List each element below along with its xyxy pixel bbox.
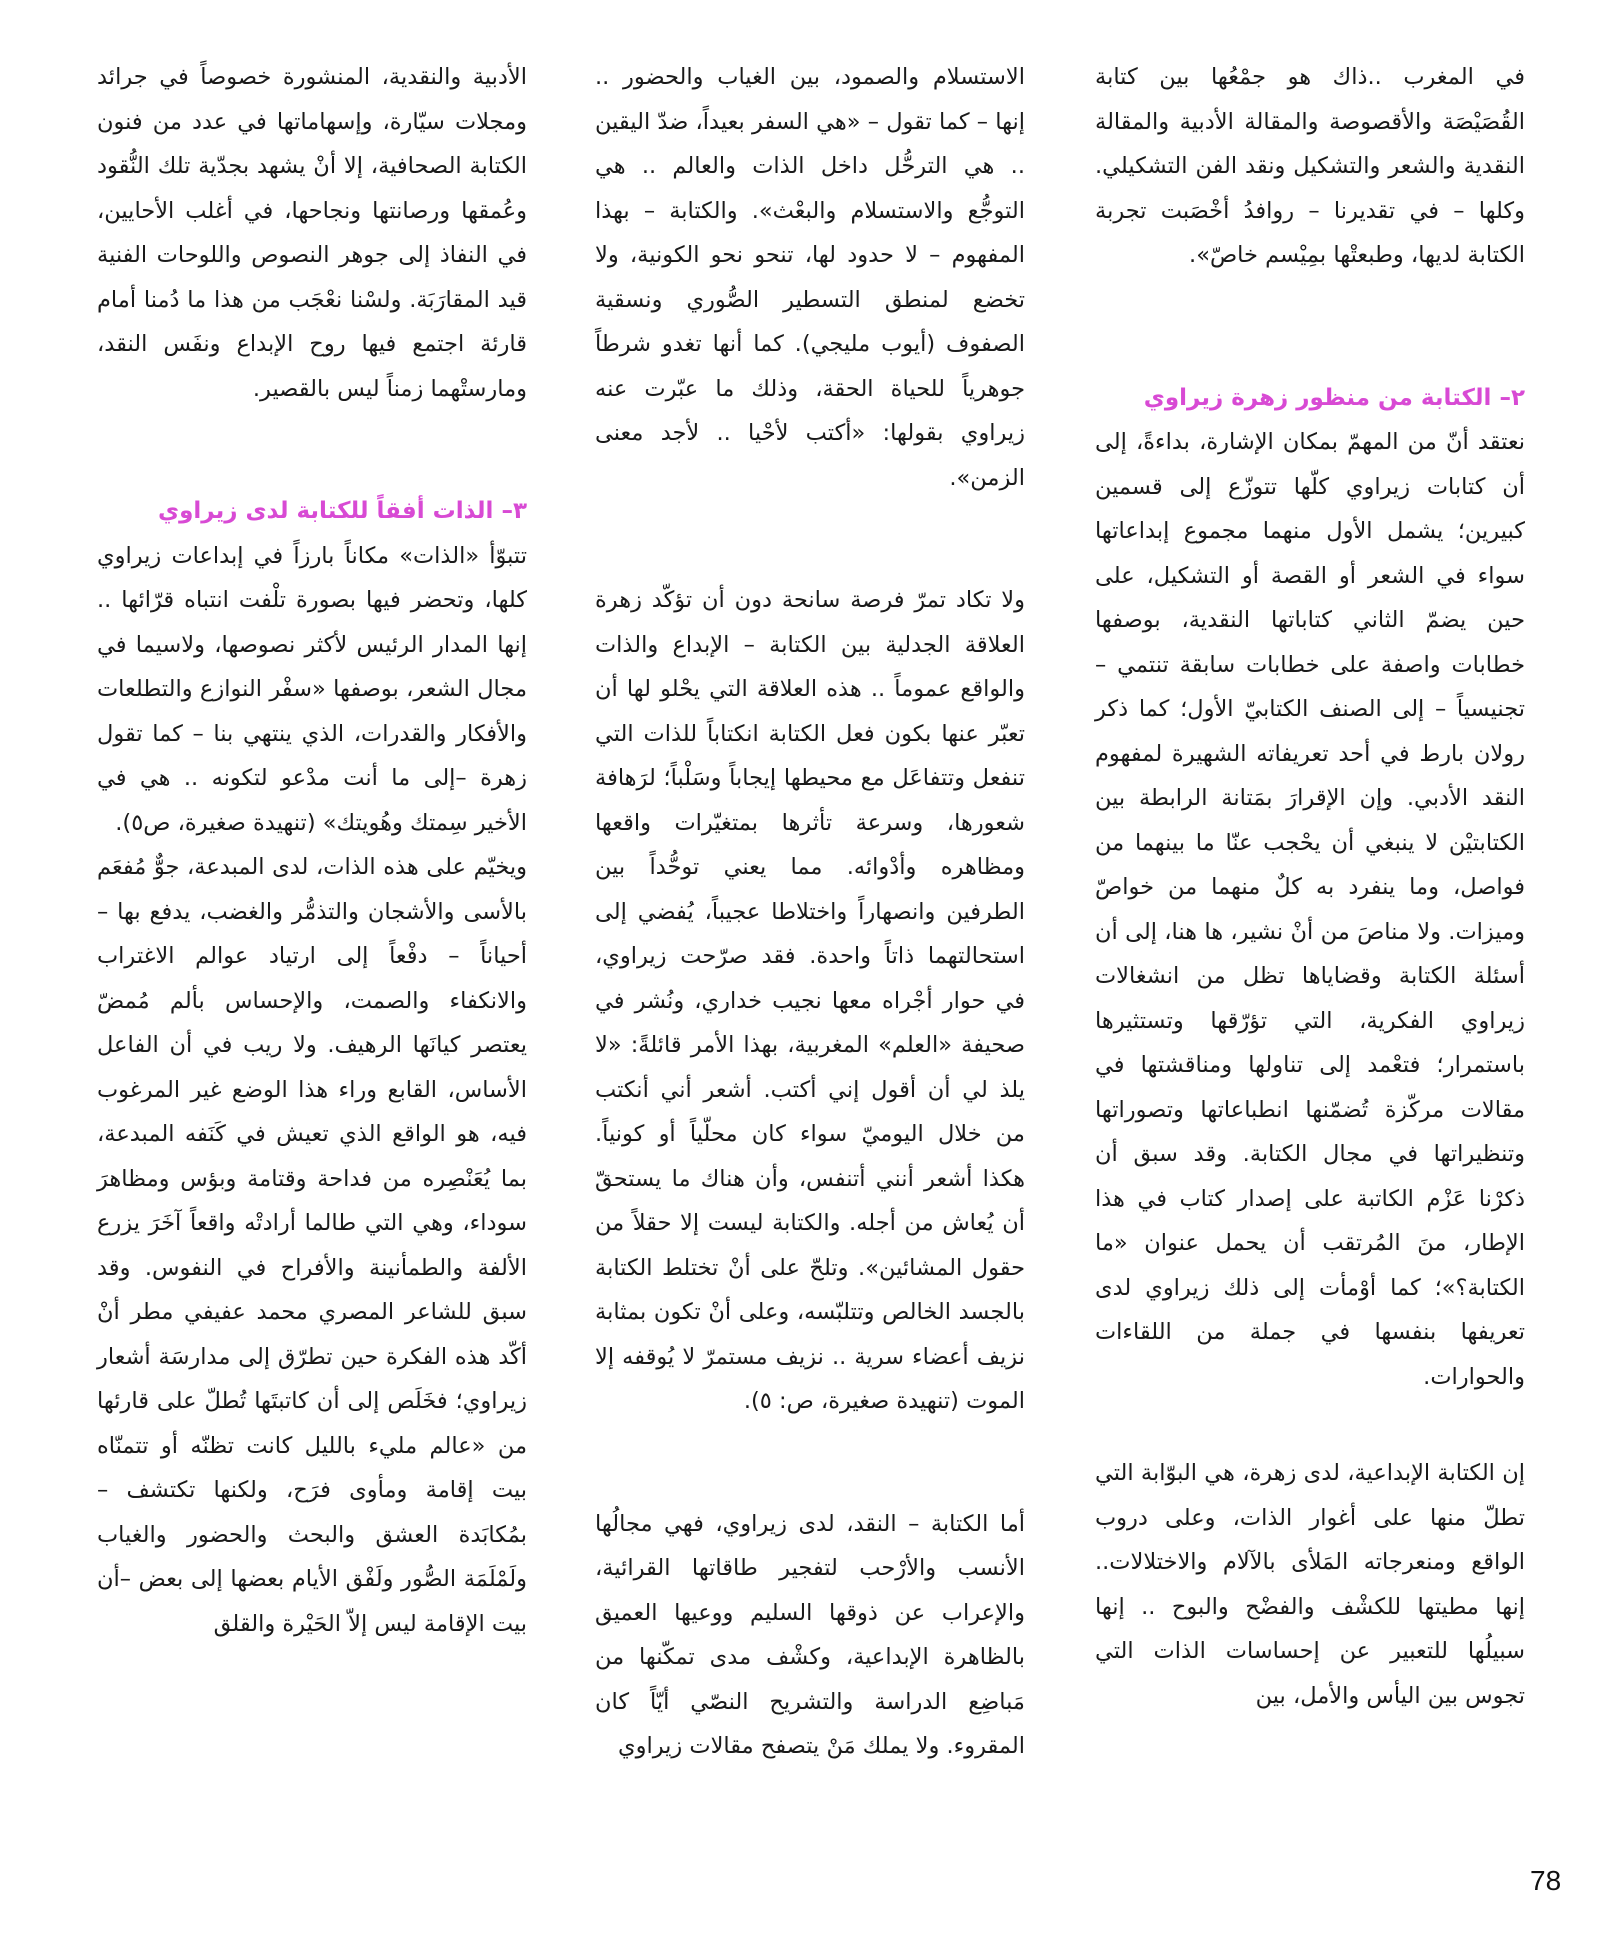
paragraph: إن الكتابة الإبداعية، لدى زهرة، هي البوّابة التي تطلّ منها على أغوار الذات، وعلى دروب الواقع ومنعرجاته المَلأى بالآلام والاختلالات.. إنها مطيتها للكشْف والفضْح والبوح .. إنها سبيلُها للتعبير عن إحساسات الذات التي تجوس بين اليأس والأمل، بين: [1095, 1460, 1525, 1709]
spacer: [1095, 278, 1525, 376]
paragraph: الأدبية والنقدية، المنشورة خصوصاً في جرائد ومجلات سيّارة، وإسهاماتها في عدد من فنون الكتابة الصحافية، إلا أنْ يشهد بجدّية تلك النُّقود وعُمقها ورصانتها ونجاحها، في أغلب الأحايين، في النفاذ إلى جوهر النصوص واللوحات الفنية قيد المقارَبَة. ولسْنا نعْجَب من هذا ما دُمنا أمام قارئة اجتمع فيها روح الإبداع ونفَس النقد، ومارستْهما زمناً ليس بالقصير.: [97, 64, 527, 402]
left-column: [97, 55, 527, 1646]
paragraph: تتبوّأ «الذات» مكاناً بارزاً في إبداعات زيراوي كلها، وتحضر فيها بصورة تلْفت انتباه قرّائها .. إنها المدار الرئيس لأكثر نصوصها، ولاسيما في مجال الشعر، بوصفها «سفْر النوازع والتطلعات والأفكار والقدرات، الذي ينتهي بنا – كما تقول زهرة –إلى ما أنت مدْعو لتكونه .. هي في الأخير سِمتك وهُويتك» (تنهيدة صغيرة، ص٥).: [97, 542, 527, 836]
section-heading-2: ٢– الكتابة من منظور زهرة زيراوي: [1143, 384, 1525, 411]
spacer: [97, 411, 527, 489]
page-number: 78: [1530, 1865, 1562, 1896]
spacer: [1095, 1399, 1525, 1451]
paragraph: ويخيّم على هذه الذات، لدى المبدعة، جوٌّ مُفعَم بالأسى والأشجان والتذمُّر والغضب، يدفع بها – أحياناً – دفْعاً إلى ارتياد عوالم الاغتراب والانكفاء والصمت، والإحساس بألم مُمضّ يعتصر كيانَها الرهيف. ولا ريب في أن الفاعل الأساس، القابع وراء هذا الوضع غير المرغوب فيه، هو الواقع الذي تعيش في كَنَفه المبدعة، بما يُعَنْصِره من فداحة وقتامة وبؤس ومظاهرَ سوداء، وهي التي طالما أرادتْه واقعاً آخَرَ يزرع الألفة والطمأنينة والأفراح في النفوس. وقد سبق للشاعر المصري محمد عفيفي مطر أنْ أكّد هذه الفكرة حين تطرّق إلى مدارسَة أشعار زيراوي؛ فخَلَص إلى أن كاتبتَها تُطلّ على قارئها من «عالم مليء بالليل كانت تظنّه أو تتمنّاه بيت إقامة ومأوى فرَح، ولكنها تكتشف – بمُكابَدة العشق والبحث والحضور والغياب ولَمْلَمَة الصُّور ولَفْق الأيام بعضها إلى بعض –أن بيت الإقامة ليس إلاّ الحَيْرة والقلق: [97, 854, 527, 1637]
paragraph: نعتقد أنّ من المهمّ بمكان الإشارة، بداءةً، إلى أن كتابات زيراوي كلّها تتوزّع إلى قسمين كبيرين؛ يشمل الأول منهما مجموع إبداعاتها سواء في الشعر أو القصة أو التشكيل، على حين يضمّ الثاني كتاباتها النقدية، بوصفها خطابات واصفة على خطابات سابقة تنتمي – تجنيسياً – إلى الصنف الكتابيّ الأول؛ كما ذكر رولان بارط في أحد تعريفاته الشهيرة لمفهوم النقد الأدبي. وإن الإقرارَ بمَتانة الرابطة بين الكتابتيْن لا ينبغي أن يحْجب عنّا ما بينهما من فواصل، وما ينفرد به كلٌ منهما من خواصّ وميزات. ولا مناصَ من أنْ نشير، ها هنا، إلى أن أسئلة الكتابة وقضاياها تظل من انشغالات زيراوي الفكرية، التي تؤرّقها وتستثيرها باستمرار؛ فتعْمد إلى تناولها ومناقشتها في مقالات مركّزة تُضمّنها انطباعاتها وتصوراتها وتنظيراتها في مجال الكتابة. وقد سبق أن ذكرْنا عَزْم الكاتبة على إصدار كتاب في هذا الإطار، منَ المُرتقب أن يحمل عنوان «ما الكتابة؟»؛ كما أوْمأت إلى ذلك زيراوي لدى تعريفها بنفسها في جملة من اللقاءات والحوارات.: [1095, 429, 1525, 1390]
spacer: [595, 500, 1025, 578]
spacer: [595, 1424, 1025, 1502]
paragraph: ولا تكاد تمرّ فرصة سانحة دون أن تؤكّد زهرة العلاقة الجدلية بين الكتابة – الإبداع والذات والواقع عموماً .. هذه العلاقة التي يحْلو لها أن تعبّر عنها بكون فعل الكتابة انكتاباً للذات التي تنفعل وتتفاعَل مع محيطها إيجاباً وسَلْباً؛ لرَهافة شعورها، وسرعة تأثرها بمتغيّرات واقعها ومظاهره وأدْوائه. مما يعني توحُّداً بين الطرفين وانصهاراً واختلاطا عجيباً، يُفضي إلى استحالتهما ذاتاً واحدة. فقد صرّحت زيراوي، في حوار أجْراه معها نجيب خداري، ونُشر في صحيفة «العلم» المغربية، بهذا الأمر قائلةً: «لا يلذ لي أن أقول إني أكتب. أشعر أني أنكتب من خلال اليوميّ سواء كان محلّياً أو كونياً. هكذا أشعر أنني أتنفس، وأن هناك ما يستحقّ أن يُعاش من أجله. والكتابة ليست إلا حقلاً من حقول المشائين». وتلحّ على أنْ تختلط الكتابة بالجسد الخالص وتتلبّسه، وعلى أنْ تكون بمثابة نزيف أعضاء سرية .. نزيف مستمرّ لا يُوقفه إلا الموت (تنهيدة صغيرة، ص: ٥).: [595, 587, 1025, 1414]
paragraph: أما الكتابة – النقد، لدى زيراوي، فهي مجالُها الأنسب والأرْحب لتفجير طاقاتها القرائية، والإعراب عن ذوقها السليم ووعيها العميق بالظاهرة الإبداعية، وكشْف مدى تمكّنها من مَباضِع الدراسة والتشريح النصّي أيّاً كان المقروء. ولا يملك مَنْ يتصفح مقالات زيراوي: [595, 1510, 1025, 1759]
middle-column: [595, 55, 1025, 1769]
right-column: [1095, 55, 1525, 1718]
paragraph: الاستسلام والصمود، بين الغياب والحضور .. إنها – كما تقول – «هي السفر بعيداً، ضدّ اليقين .. هي الترحُّل داخل الذات والعالم .. هي التوجُّع والاستسلام والبعْث». والكتابة – بهذا المفهوم – لا حدود لها، تنحو نحو الكونية، ولا تخضع لمنطق التسطير الصُّوري ونسقية الصفوف (أيوب مليجي). كما أنها تغدو شرطاً جوهرياً للحياة الحقة، وذلك ما عبّرت عنه زيراوي بقولها: «أكتب لأحْيا .. لأجد معنى الزمن».: [595, 64, 1025, 491]
paragraph: في المغرب ..ذاك هو جمْعُها بين كتابة القُصَيْصَة والأقصوصة والمقالة الأدبية والمقالة النقدية والشعر والتشكيل ونقد الفن التشكيلي. وكلها – في تقديرنا – روافدُ أخْصَبت تجربة الكتابة لديها، وطبعتْها بمِيْسم خاصّ».: [1095, 64, 1525, 268]
section-heading-3: ٣– الذات أفقاً للكتابة لدى زيراوي: [158, 498, 527, 524]
